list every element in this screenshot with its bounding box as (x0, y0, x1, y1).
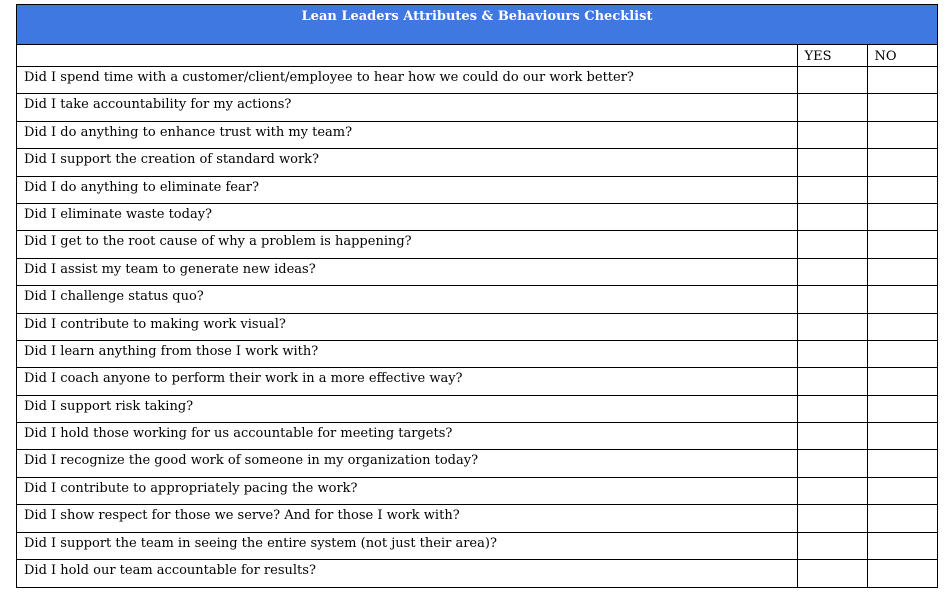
no-answer-cell[interactable] (867, 313, 937, 340)
question-row (17, 505, 937, 532)
no-answer-cell[interactable] (867, 203, 937, 230)
yes-answer-cell[interactable] (797, 368, 867, 395)
yes-answer-cell[interactable] (797, 203, 867, 230)
checklist-title: Lean Leaders Attributes & Behaviours Checklist (17, 5, 937, 45)
yes-answer-cell[interactable] (797, 231, 867, 258)
question-row (17, 67, 937, 94)
question-text: Did I show respect for those we serve? And for those I work with? (17, 505, 797, 532)
yes-answer-cell[interactable] (797, 505, 867, 532)
question-row (17, 203, 937, 230)
question-row (17, 258, 937, 285)
header-row (17, 45, 937, 67)
yes-answer-cell[interactable] (797, 258, 867, 285)
question-text: Did I contribute to appropriately pacing the work? (17, 477, 797, 504)
yes-answer-cell[interactable] (797, 121, 867, 148)
no-answer-cell[interactable] (867, 368, 937, 395)
question-row (17, 149, 937, 176)
question-text: Did I challenge status quo? (17, 286, 797, 313)
question-text: Did I take accountability for my actions? (17, 94, 797, 121)
no-answer-cell[interactable] (867, 505, 937, 532)
question-column-header (17, 45, 797, 67)
no-answer-cell[interactable] (867, 176, 937, 203)
question-row (17, 176, 937, 203)
yes-column-header: YES (797, 45, 867, 67)
question-text: Did I contribute to making work visual? (17, 313, 797, 340)
question-row (17, 395, 937, 422)
yes-answer-cell[interactable] (797, 450, 867, 477)
question-row (17, 94, 937, 121)
no-answer-cell[interactable] (867, 532, 937, 559)
yes-answer-cell[interactable] (797, 176, 867, 203)
question-text: Did I hold those working for us accountable for meeting targets? (17, 423, 797, 450)
no-answer-cell[interactable] (867, 258, 937, 285)
yes-answer-cell[interactable] (797, 532, 867, 559)
question-row (17, 231, 937, 258)
no-answer-cell[interactable] (867, 286, 937, 313)
no-answer-cell[interactable] (867, 94, 937, 121)
question-row (17, 450, 937, 477)
no-answer-cell[interactable] (867, 477, 937, 504)
question-text: Did I support risk taking? (17, 395, 797, 422)
yes-answer-cell[interactable] (797, 67, 867, 94)
question-row (17, 532, 937, 559)
question-text: Did I hold our team accountable for results? (17, 560, 797, 587)
yes-answer-cell[interactable] (797, 560, 867, 587)
question-text: Did I spend time with a customer/client/employee to hear how we could do our work better? (17, 67, 797, 94)
no-answer-cell[interactable] (867, 395, 937, 422)
no-answer-cell[interactable] (867, 121, 937, 148)
yes-answer-cell[interactable] (797, 477, 867, 504)
question-text: Did I eliminate waste today? (17, 203, 797, 230)
no-column-header: NO (867, 45, 937, 67)
question-row (17, 423, 937, 450)
checklist-table (17, 45, 937, 587)
no-answer-cell[interactable] (867, 450, 937, 477)
no-answer-cell[interactable] (867, 67, 937, 94)
question-text: Did I support the team in seeing the entire system (not just their area)? (17, 532, 797, 559)
question-text: Did I assist my team to generate new ideas? (17, 258, 797, 285)
question-text: Did I get to the root cause of why a problem is happening? (17, 231, 797, 258)
yes-answer-cell[interactable] (797, 340, 867, 367)
question-row (17, 286, 937, 313)
question-row (17, 368, 937, 395)
yes-answer-cell[interactable] (797, 395, 867, 422)
no-answer-cell[interactable] (867, 423, 937, 450)
no-answer-cell[interactable] (867, 560, 937, 587)
no-answer-cell[interactable] (867, 340, 937, 367)
no-answer-cell[interactable] (867, 231, 937, 258)
question-text: Did I learn anything from those I work with? (17, 340, 797, 367)
yes-answer-cell[interactable] (797, 149, 867, 176)
no-answer-cell[interactable] (867, 149, 937, 176)
question-text: Did I do anything to enhance trust with my team? (17, 121, 797, 148)
yes-answer-cell[interactable] (797, 423, 867, 450)
question-text: Did I support the creation of standard work? (17, 149, 797, 176)
yes-answer-cell[interactable] (797, 94, 867, 121)
question-text: Did I do anything to eliminate fear? (17, 176, 797, 203)
checklist-sheet (16, 4, 938, 588)
question-row (17, 121, 937, 148)
question-row (17, 560, 937, 587)
question-text: Did I coach anyone to perform their work in a more effective way? (17, 368, 797, 395)
yes-answer-cell[interactable] (797, 286, 867, 313)
question-text: Did I recognize the good work of someone in my organization today? (17, 450, 797, 477)
yes-answer-cell[interactable] (797, 313, 867, 340)
question-row (17, 477, 937, 504)
question-row (17, 313, 937, 340)
question-row (17, 340, 937, 367)
